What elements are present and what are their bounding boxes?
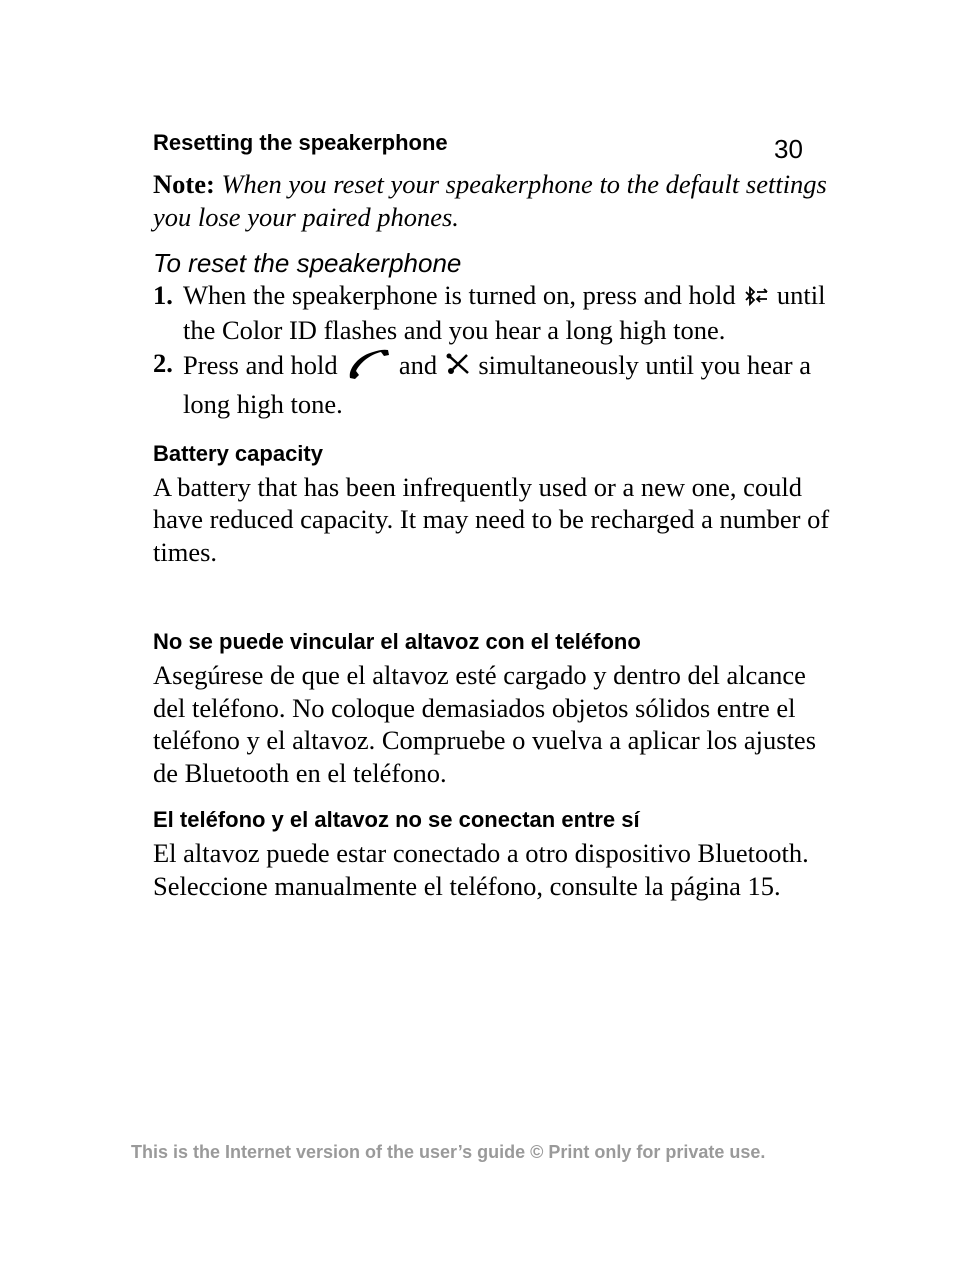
connect-paragraph: El altavoz puede estar conectado a otro dispositivo Bluetooth. Seleccione manualmente el teléfono, consulte la página 15. [153,838,809,901]
step-1-text-a: When the speakerphone is turned on, press and hold [183,280,736,310]
page-number: 30 [774,134,803,164]
heading-pairing: No se puede vincular el altavoz con el teléfono [153,629,641,655]
step-1-text-b: until the Color ID flashes and you hear a long high tone. [183,280,826,346]
step-2-and: and [398,349,438,380]
list-item-step-2 [153,347,843,421]
list-item-step-1 [153,279,843,347]
page-content [153,128,843,902]
bluetooth-pair-icon [742,282,770,315]
heading-connect: El teléfono y el altavoz no se conectan entre sí [153,807,640,833]
reset-steps [153,279,843,421]
note-label: Note: [153,169,215,199]
subheading-to-reset: To reset the speakerphone [153,248,462,278]
battery-paragraph: A battery that has been infrequently used or a new one, could have reduced capacity. It may need to be recharged a number of times. [153,471,830,567]
note-text: When you reset your speakerphone to the default settings you lose your paired phones. [153,169,827,232]
step-2-number: 2. [153,347,173,378]
note-paragraph [153,168,843,233]
step-2-text-b: simultaneously until you hear a long high tone. [183,349,812,420]
call-handset-icon [344,347,392,389]
footer-notice: This is the Internet version of the user’s guide © Print only for private use. [131,1142,766,1162]
pairing-paragraph: Asegúrese de que el altavoz esté cargado y dentro del alcance del teléfono. No coloque demasiados objetos sólidos entre el teléfono y el altavoz. Compruebe o vuelva a aplicar los ajustes de Bluetooth en el teléfono. [153,660,817,788]
step-2-text-a: Press and hold [183,349,338,380]
step-1-number: 1. [153,280,173,310]
heading-resetting: Resetting the speakerphone [153,130,448,155]
mute-mic-icon [444,351,472,385]
heading-battery: Battery capacity [153,440,323,466]
